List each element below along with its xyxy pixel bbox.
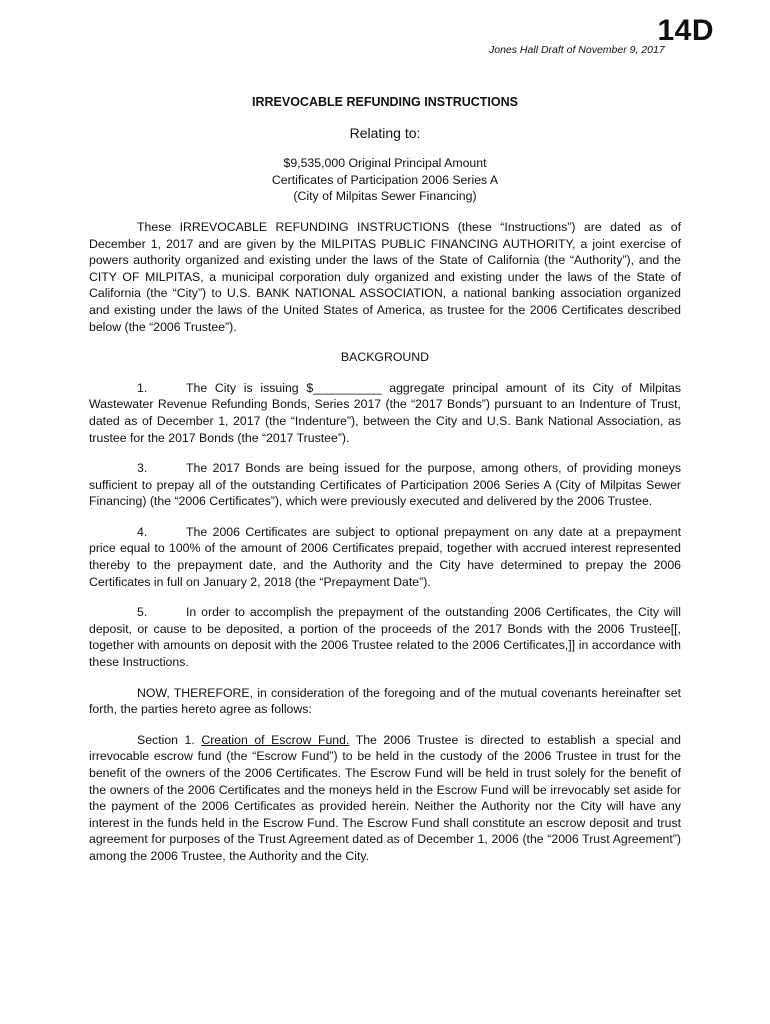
subject-line: $9,535,000 Original Principal Amount [283,156,487,171]
intro-paragraph: These IRREVOCABLE REFUNDING INSTRUCTIONS (these “Instructions”) are dated as of December 1, 2017 and are given by the MILPITAS PUBLIC FINANCING AUTHORITY, a joint exercise of powers authority organized and existing under the laws of the State of California (the “Authority”), and the CITY OF MILPITAS, a municipal corporation duly organized and existing under the laws of the State of California (the “City”) to U.S. BANK NATIONAL ASSOCIATION, a national banking association organized and existing under the laws of the United States of America, as trustee for the 2006 Certificates described below (the “2006 Trustee”). [89,219,681,334]
subject-block [89,155,681,205]
agenda-item-number: 14D [657,14,714,47]
now-therefore-paragraph: NOW, THEREFORE, in consideration of the foregoing and of the mutual covenants hereinafter set forth, the parties hereto agree as follows: [89,685,681,717]
document-body [89,94,681,865]
background-heading: BACKGROUND [340,350,430,365]
section-text: The 2006 Trustee is directed to establish a special and irrevocable escrow fund (the “Escrow Fund”) to be held in the custody of the 2006 Trustee in trust for the benefit of the owners of the 2006 Certificates. The Escrow Fund will be held in trust solely for the benefit of the owners of the 2006 Certificates and the moneys held in the Escrow Fund will be irrevocably set aside for the payment of the 2006 Certificates as provided herein. Neither the Authority nor the City will have any interest in the funds held in the Escrow Fund. The Escrow Fund shall constitute an escrow deposit and trust agreement for purposes of the Trust Agreement dated as of December 1, 2006 (the “2006 Trust Agreement”) among the 2006 Trustee, the Authority and the City. [89,732,681,863]
section-1-paragraph [89,732,681,865]
relating-to: Relating to: [349,124,421,141]
subject-line: (City of Milpitas Sewer Financing) [293,189,477,204]
paragraph-text: In order to accomplish the prepayment of the outstanding 2006 Certificates, the City will deposit, or cause to be deposited, a portion of the proceeds of the 2017 Bonds with the 2006 Trustee[[, together with amounts on deposit with the 2006 Trustee related to the 2006 Certificates,]] in accordance with these Instructions. [89,605,681,670]
section-label: Section 1. [137,732,195,747]
paragraph-number: 3. [137,461,148,476]
section-heading: Creation of Escrow Fund. [201,732,350,747]
numbered-paragraph [89,524,681,590]
paragraph-text: The 2006 Certificates are subject to optional prepayment on any date at a prepayment price equal to 100% of the amount of 2006 Certificates prepaid, together with accrued interest represented thereby to the prepayment date, and the Authority and the City have determined to prepay the 2006 Certificates in full on January 2, 2018 (the “Prepayment Date”). [89,524,681,589]
paragraph-text: The 2017 Bonds are being issued for the purpose, among others, of providing moneys sufficient to prepay all of the outstanding Certificates of Participation 2006 Series A (City of Milpitas Sewer Financing) (the “2006 Certificates”), which were previously executed and delivered by the 2006 Trustee. [89,461,681,509]
numbered-paragraph [89,460,681,510]
paragraph-number: 4. [137,524,148,539]
draft-note: Jones Hall Draft of November 9, 2017 [489,44,665,56]
numbered-paragraph [89,604,681,670]
paragraph-text: The City is issuing $__________ aggregate principal amount of its City of Milpitas Wastewater Revenue Refunding Bonds, Series 2017 (the “2017 Bonds”) pursuant to an Indenture of Trust, dated as of December 1, 2017 (the “Indenture”), between the City and U.S. Bank National Association, as trustee for the 2017 Bonds (the “2017 Trustee”). [89,380,681,445]
document-title: IRREVOCABLE REFUNDING INSTRUCTIONS [252,95,518,109]
paragraph-number: 5. [137,605,148,620]
paragraph-number: 1. [137,380,148,395]
subject-line: Certificates of Participation 2006 Series A [271,172,499,187]
numbered-paragraph [89,380,681,446]
